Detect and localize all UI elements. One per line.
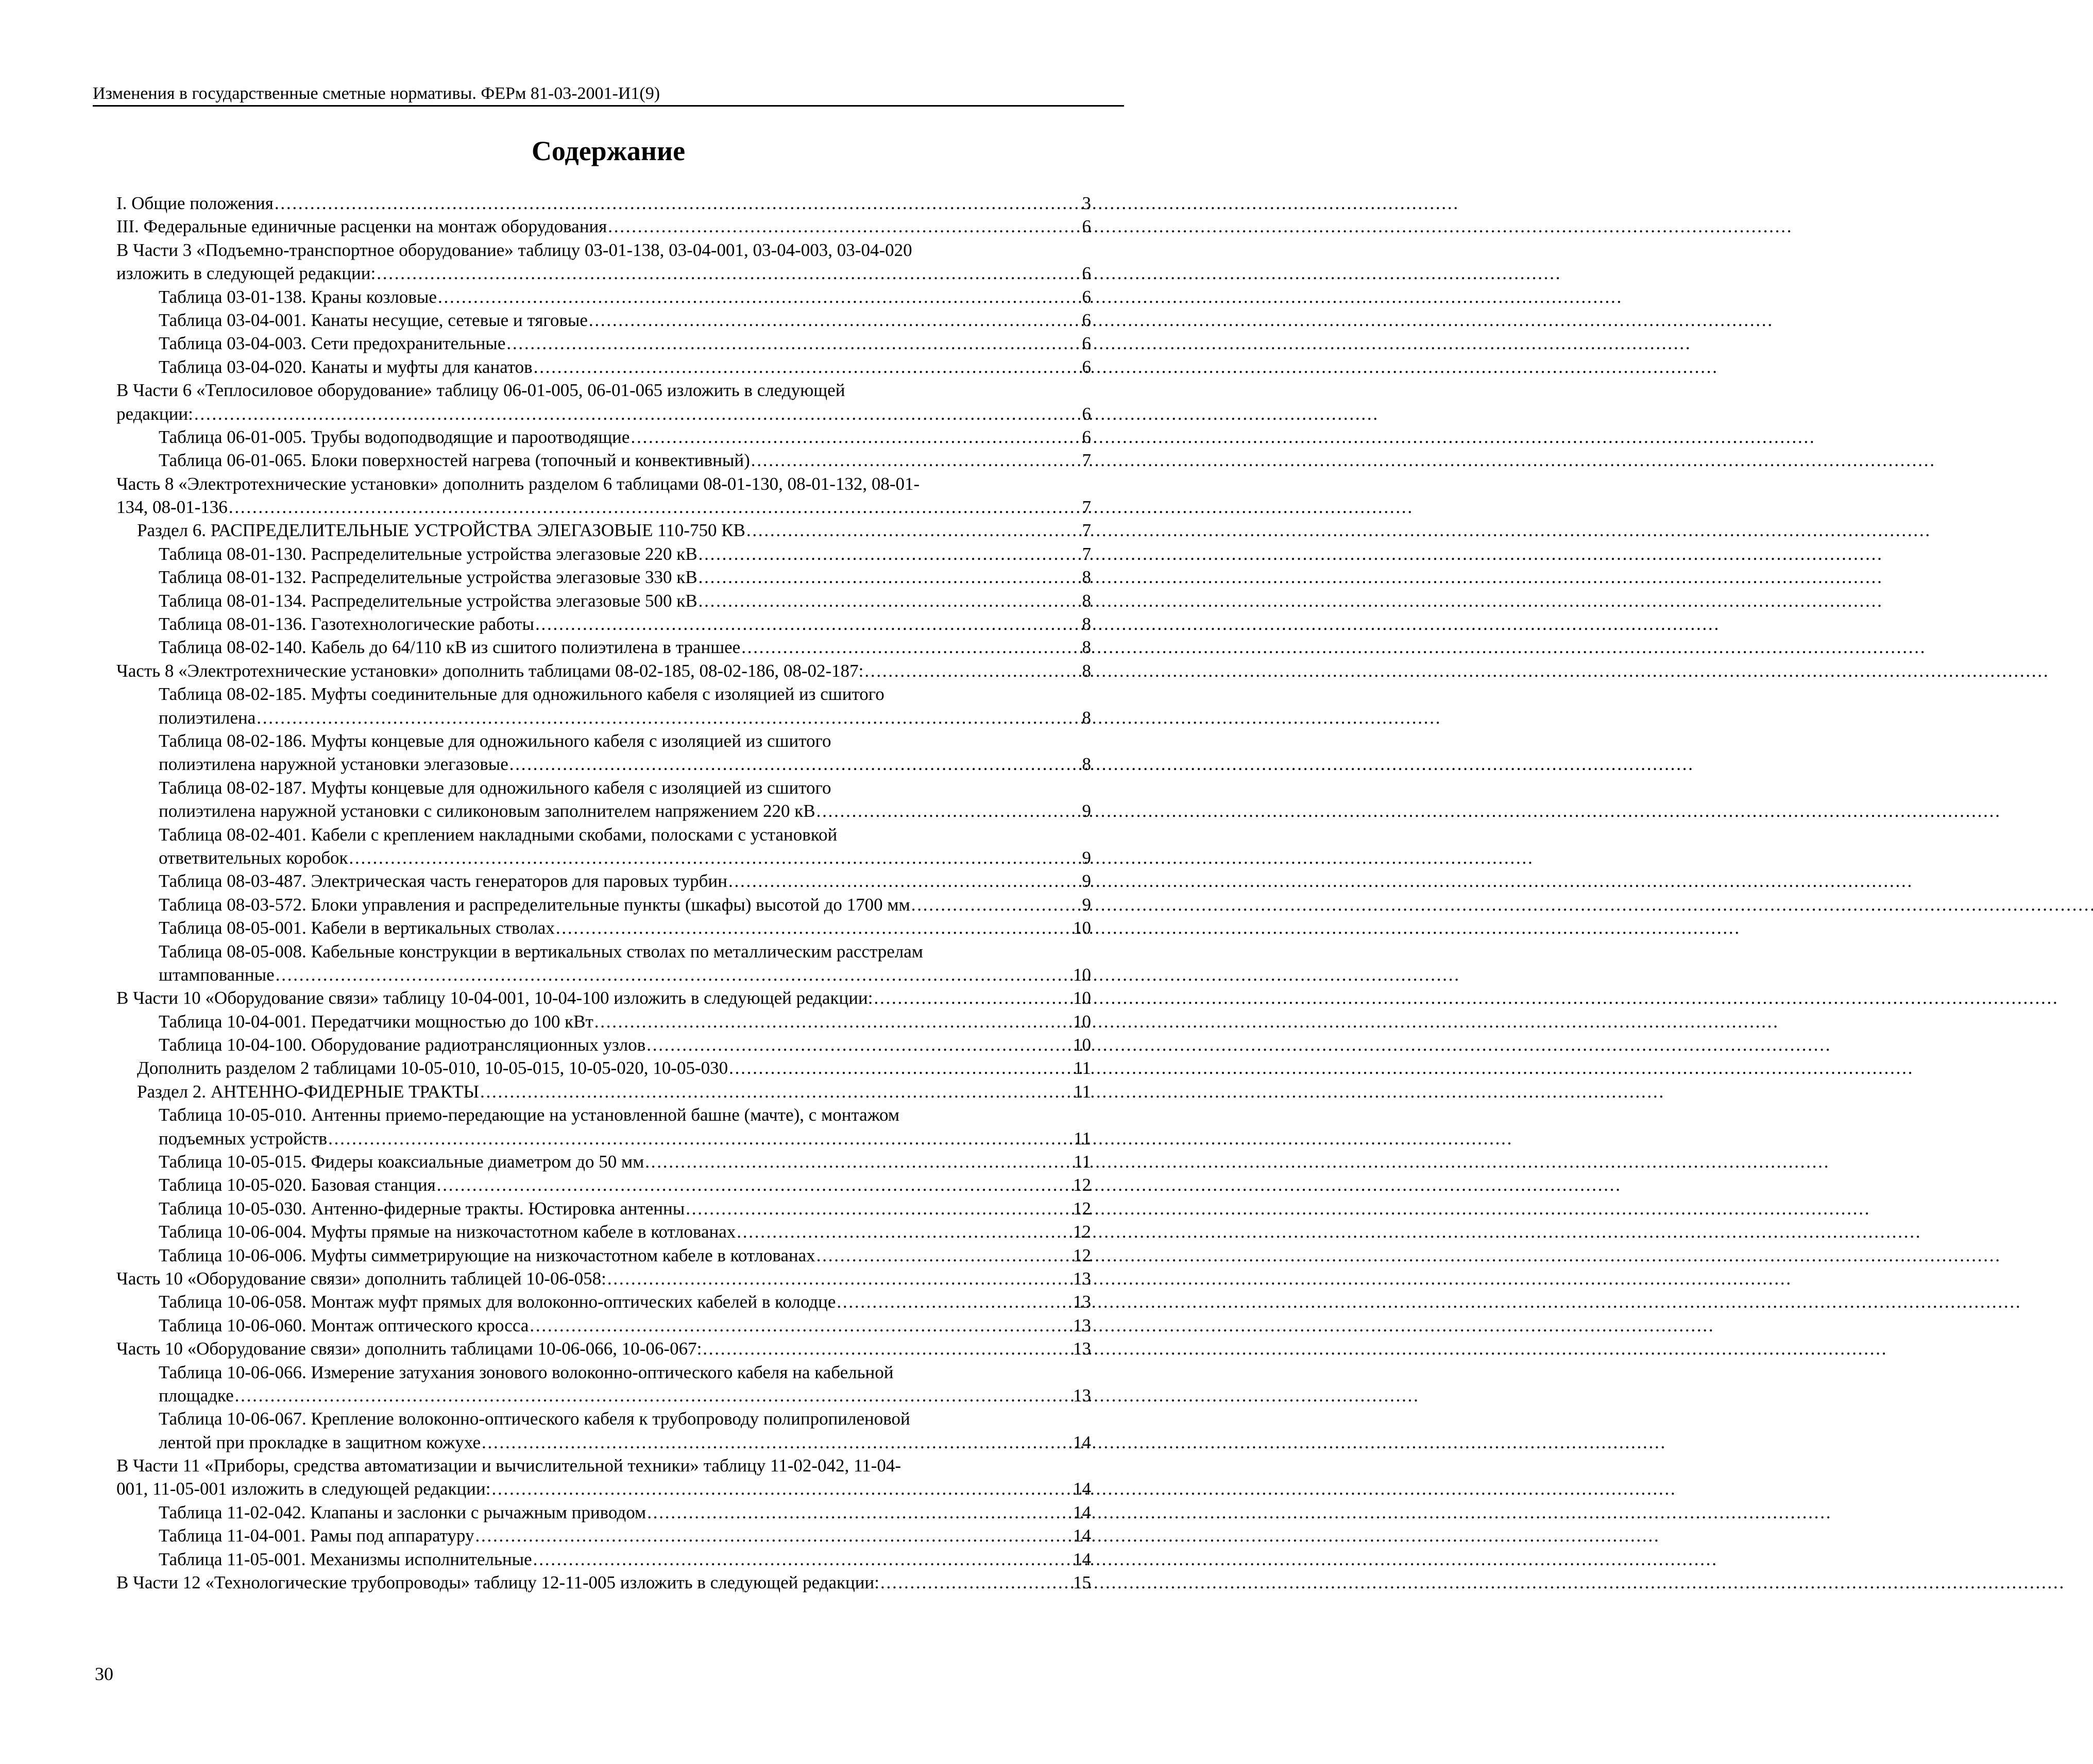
toc-page-number: 7 <box>1082 543 1091 564</box>
toc-entry[interactable] <box>116 1056 1091 1080</box>
dot-leader <box>729 1056 1069 1080</box>
toc-entry[interactable] <box>116 1290 1091 1313</box>
toc-page-number: 8 <box>1082 637 1091 658</box>
toc-entry-text-continued: площадке <box>159 1385 234 1406</box>
toc-entry[interactable] <box>116 1173 1091 1196</box>
toc-entry-text: Таблица 10-06-066. Измерение затухания зонового волоконно-оптического кабеля на кабельной <box>159 1362 894 1382</box>
toc-entry-text: I. Общие положения <box>116 193 274 213</box>
toc-page-number: 11 <box>1074 1081 1091 1102</box>
toc-entry-text: Таблица 10-06-060. Монтаж оптического кросса <box>159 1315 529 1335</box>
toc-entry[interactable] <box>116 449 1091 472</box>
toc-page-number: 3 <box>1082 193 1091 213</box>
toc-entry-text: Таблица 10-05-020. Базовая станция <box>159 1175 436 1195</box>
dot-leader <box>751 449 1069 472</box>
toc-page-number: 14 <box>1073 1549 1091 1569</box>
toc-entry-text: Часть 10 «Оборудование связи» дополнить таблицей 10-06-058: <box>116 1268 606 1289</box>
toc-page-number: 11 <box>1074 1128 1091 1149</box>
toc-entry[interactable] <box>116 472 1091 519</box>
toc-entry[interactable] <box>116 940 1091 987</box>
dot-leader <box>737 1220 1069 1243</box>
toc-entry[interactable] <box>116 542 1091 566</box>
toc-page-number: 7 <box>1082 450 1091 471</box>
toc-entry-text: В Части 12 «Технологические трубопроводы» таблицу 12-11-005 изложить в следующей редакции: <box>116 1572 879 1593</box>
dot-leader <box>276 963 1069 986</box>
toc-entry[interactable] <box>116 1361 1091 1408</box>
toc-entry-text-continued: лентой при прокладке в защитном кожухе <box>159 1432 481 1452</box>
toc-entry-text: Часть 8 «Электротехнические установки» дополнить разделом 6 таблицами 08-01-130, 08-01-132, 08-01- <box>116 473 920 494</box>
page-number: 30 <box>95 1664 113 1684</box>
toc-entry-text: Раздел 6. РАСПРЕДЕЛИТЕЛЬНЫЕ УСТРОЙСТВА ЭЛЕГАЗОВЫЕ 110-750 КВ <box>137 520 745 541</box>
toc-page-number: 8 <box>1082 660 1091 681</box>
toc-entry[interactable] <box>116 659 1091 682</box>
toc-page-number: 14 <box>1073 1479 1091 1499</box>
toc-entry-text: Таблица 03-04-003. Сети предохранительные <box>159 333 506 354</box>
toc-entry-text: Таблица 08-05-008. Кабельные конструкции в вертикальных стволах по металлическим расстрелам <box>159 941 923 962</box>
toc-entry-text: Таблица 08-02-187. Муфты концевые для одножильного кабеля с изоляцией из сшитого <box>159 777 831 798</box>
toc-entry-text: Таблица 08-02-185. Муфты соединительные для одножильного кабеля с изоляцией из сшитого <box>159 684 884 705</box>
toc-entry-text: Таблица 11-04-001. Рамы под аппаратуру <box>159 1526 474 1546</box>
dot-leader <box>438 285 1069 309</box>
toc-entry-text-continued: ответвительных коробок <box>159 847 348 868</box>
dot-leader <box>746 519 1069 542</box>
toc-entry-text: Таблица 10-06-004. Муфты прямые на низкочастотном кабеле в котлованах <box>159 1222 736 1242</box>
dot-leader <box>816 799 1069 823</box>
dot-leader <box>607 1267 1069 1290</box>
toc-page-number: 13 <box>1073 1315 1091 1335</box>
toc-page-number: 7 <box>1082 520 1091 541</box>
toc-entry[interactable] <box>116 636 1091 659</box>
toc-entry-text: В Части 10 «Оборудование связи» таблицу 10-04-001, 10-04-100 изложить в следующей редакции: <box>116 988 873 1008</box>
toc-entry[interactable] <box>116 1080 1091 1103</box>
toc-entry[interactable] <box>116 1314 1091 1337</box>
toc-entry[interactable] <box>116 823 1091 870</box>
toc-page-number: 14 <box>1073 1526 1091 1546</box>
toc-entry[interactable] <box>116 1033 1091 1056</box>
dot-leader <box>911 893 1069 916</box>
toc-entry[interactable] <box>116 309 1091 332</box>
dot-leader <box>534 355 1069 379</box>
dot-leader <box>328 1127 1069 1150</box>
dot-leader <box>608 215 1069 238</box>
toc-entry[interactable] <box>116 1337 1091 1360</box>
dot-leader <box>741 636 1069 659</box>
toc-entry-text: Часть 8 «Электротехнические установки» дополнить таблицами 08-02-185, 08-02-186, 08-02-187: <box>116 660 864 681</box>
dot-leader <box>533 1548 1069 1571</box>
dot-leader <box>194 402 1069 425</box>
toc-page-number: 12 <box>1073 1175 1091 1195</box>
toc-page-number: 9 <box>1082 801 1091 821</box>
toc-entry[interactable] <box>116 425 1091 449</box>
toc-entry-text: В Части 6 «Теплосиловое оборудование» таблицу 06-01-005, 06-01-065 изложить в следующей <box>116 380 845 401</box>
toc-page-number: 14 <box>1073 1432 1091 1452</box>
toc-entry[interactable] <box>116 1524 1091 1547</box>
dot-leader <box>703 1337 1069 1360</box>
toc-entry-text: Таблица 10-04-001. Передатчики мощностью до 100 кВт <box>159 1011 593 1032</box>
toc-page-number: 8 <box>1082 567 1091 588</box>
toc-entry-text: Таблица 08-01-132. Распределительные устройства элегазовые 330 кВ <box>159 567 697 588</box>
toc-page-number: 9 <box>1082 871 1091 892</box>
toc-entry-text: Таблица 11-02-042. Клапаны и заслонки с рычажным приводом <box>159 1502 646 1522</box>
dot-leader <box>482 1431 1069 1454</box>
toc-entry[interactable] <box>116 355 1091 379</box>
dot-leader <box>699 566 1069 589</box>
toc-entry-text: В Части 3 «Подъемно-транспортное оборудование» таблицу 03-01-138, 03-04-001, 03-04-003, 03-04-020 <box>116 239 912 260</box>
toc-entry[interactable] <box>116 1571 1091 1594</box>
toc-entry-text-continued: 001, 11-05-001 изложить в следующей редакции: <box>116 1479 491 1499</box>
toc-entry[interactable] <box>116 1150 1091 1173</box>
toc-entry-text: Таблица 11-05-001. Механизмы исполнительные <box>159 1549 532 1569</box>
dot-leader <box>480 1080 1069 1103</box>
toc-entry[interactable] <box>116 916 1091 939</box>
toc-page-number: 6 <box>1082 286 1091 307</box>
toc-entry[interactable] <box>116 986 1091 1009</box>
toc-entry-text-continued: полиэтилена наружной установки с силиконовым заполнителем напряжением 220 кВ <box>159 801 815 821</box>
toc-entry-text: Таблица 08-01-136. Газотехнологические работы <box>159 614 535 635</box>
toc-entry-text-continued: штампованные <box>159 964 275 985</box>
toc-page-number: 6 <box>1082 333 1091 354</box>
toc-page-number: 10 <box>1073 1011 1091 1032</box>
toc-page-number: 13 <box>1073 1339 1091 1359</box>
toc-page-number: 13 <box>1073 1292 1091 1312</box>
toc-entry[interactable] <box>116 612 1091 636</box>
toc-entry[interactable] <box>116 1010 1091 1033</box>
dot-leader <box>837 1290 1069 1313</box>
toc-page-number: 10 <box>1073 964 1091 985</box>
toc-page-number: 13 <box>1073 1385 1091 1406</box>
toc-page-number: 9 <box>1082 847 1091 868</box>
toc-entry[interactable] <box>116 566 1091 589</box>
toc-entry-text-continued: редакции: <box>116 403 193 424</box>
dot-leader <box>728 869 1069 893</box>
toc-page-number: 15 <box>1073 1572 1091 1593</box>
dot-leader <box>275 192 1069 215</box>
dot-leader <box>646 1033 1069 1056</box>
toc-entry-text: Дополнить разделом 2 таблицами 10-05-010, 10-05-015, 10-05-020, 10-05-030 <box>137 1058 728 1078</box>
toc-entry-text: III. Федеральные единичные расценки на монтаж оборудования <box>116 216 607 237</box>
toc-entry-text: Таблица 08-01-130. Распределительные устройства элегазовые 220 кВ <box>159 543 697 564</box>
toc-page-number: 11 <box>1074 1058 1091 1078</box>
toc-page-number: 7 <box>1082 497 1091 518</box>
dot-leader <box>556 916 1069 939</box>
toc-entry-text: Таблица 03-04-020. Канаты и муфты для канатов <box>159 356 533 377</box>
toc-page-number: 8 <box>1082 754 1091 775</box>
toc-entry[interactable] <box>116 1244 1091 1267</box>
toc-entry[interactable] <box>116 682 1091 729</box>
toc-entry[interactable] <box>116 1407 1091 1454</box>
toc-entry-text: Таблица 06-01-005. Трубы водоподводящие и пароотводящие <box>159 426 630 447</box>
toc-entry[interactable] <box>116 1267 1091 1290</box>
running-header: Изменения в государственные сметные нормативы. ФЕРм 81-03-2001-И1(9) <box>93 84 660 103</box>
toc-entry-text: Таблица 08-03-487. Электрическая часть генераторов для паровых турбин <box>159 871 727 892</box>
dot-leader <box>509 752 1069 776</box>
toc-page-number: 6 <box>1082 263 1091 284</box>
dot-leader <box>874 986 1069 1009</box>
toc-entry[interactable] <box>116 192 1091 215</box>
dot-leader <box>816 1244 1069 1267</box>
toc-entry-text-continued: изложить в следующей редакции: <box>116 263 376 284</box>
toc-page-number: 14 <box>1073 1502 1091 1522</box>
toc-entry-text: Таблица 08-02-140. Кабель до 64/110 кВ из сшитого полиэтилена в траншее <box>159 637 741 658</box>
toc-page-number: 6 <box>1082 426 1091 447</box>
dot-leader <box>594 1010 1069 1033</box>
toc-page-number: 6 <box>1082 310 1091 330</box>
dot-leader <box>864 659 1069 682</box>
toc-page-number: 6 <box>1082 356 1091 377</box>
toc-entry-text: Таблица 10-04-100. Оборудование радиотрансляционных узлов <box>159 1035 646 1055</box>
toc-page-number: 9 <box>1082 894 1091 915</box>
toc-page-number: 11 <box>1074 1152 1091 1172</box>
toc-entry[interactable] <box>116 589 1091 612</box>
toc-entry-text: Раздел 2. АНТЕННО-ФИДЕРНЫЕ ТРАКТЫ <box>137 1081 480 1102</box>
dot-leader <box>699 589 1069 612</box>
toc-entry[interactable] <box>116 215 1091 238</box>
dot-leader <box>686 1197 1069 1220</box>
toc-entry-text-continued: подъемных устройств <box>159 1128 328 1149</box>
toc-entry-text: Таблица 08-02-401. Кабели с креплением накладными скобами, полосками с установкой <box>159 824 838 845</box>
toc-entry-text-continued: 134, 08-01-136 <box>116 497 228 518</box>
toc-entry-text: Таблица 10-05-010. Антенны приемо-передающие на установленной башне (мачте), с монтажом <box>159 1105 900 1125</box>
toc-entry-text: Таблица 10-06-006. Муфты симметрирующие на низкочастотном кабеле в котлованах <box>159 1245 815 1265</box>
dot-leader <box>475 1524 1069 1547</box>
toc-page-number: 12 <box>1073 1198 1091 1219</box>
toc-entry[interactable] <box>116 519 1091 542</box>
dot-leader <box>349 846 1069 869</box>
toc-entry-text: Часть 10 «Оборудование связи» дополнить таблицами 10-06-066, 10-06-067: <box>116 1339 702 1359</box>
toc-entry[interactable] <box>116 1197 1091 1220</box>
toc-entry[interactable] <box>116 379 1091 425</box>
dot-leader <box>491 1477 1069 1500</box>
toc-page-number: 6 <box>1082 403 1091 424</box>
toc-entry-text: Таблица 08-02-186. Муфты концевые для одножильного кабеля с изоляцией из сшитого <box>159 730 831 751</box>
page-title: Содержание <box>531 135 686 166</box>
toc-entry[interactable] <box>116 1501 1091 1524</box>
toc-entry[interactable] <box>116 1454 1091 1501</box>
dot-leader <box>589 309 1069 332</box>
toc-entry[interactable] <box>116 869 1091 893</box>
toc-page-number: 12 <box>1073 1222 1091 1242</box>
toc-entry[interactable] <box>116 332 1091 355</box>
toc-entry-text: Таблица 10-05-030. Антенно-фидерные тракты. Юстировка антенны <box>159 1198 685 1219</box>
dot-leader <box>257 706 1069 729</box>
toc-entry-text: Таблица 10-05-015. Фидеры коаксиальные диаметром до 50 мм <box>159 1152 644 1172</box>
toc-page-number: 10 <box>1073 918 1091 938</box>
dot-leader <box>699 542 1069 566</box>
toc-entry[interactable] <box>116 238 1091 285</box>
dot-leader <box>647 1501 1069 1524</box>
toc-entry[interactable] <box>116 893 1091 916</box>
toc-page-number: 8 <box>1082 707 1091 728</box>
toc-entry-text: Таблица 06-01-065. Блоки поверхностей нагрева (топочный и конвективный) <box>159 450 750 471</box>
toc-entry-text-continued: полиэтилена <box>159 707 256 728</box>
toc-page-number: 6 <box>1082 216 1091 237</box>
toc-entry-text: Таблица 03-01-138. Краны козловые <box>159 286 437 307</box>
toc-entry-text: Таблица 03-04-001. Канаты несущие, сетевые и тяговые <box>159 310 588 330</box>
toc-entry-text: Таблица 08-05-001. Кабели в вертикальных стволах <box>159 918 555 938</box>
toc-entry[interactable] <box>116 1103 1091 1150</box>
dot-leader <box>506 332 1069 355</box>
toc-entry-text: Таблица 10-06-067. Крепление волоконно-оптического кабеля к трубопроводу полипропиленовой <box>159 1409 910 1429</box>
toc-entry-text: Таблица 08-01-134. Распределительные устройства элегазовые 500 кВ <box>159 590 697 611</box>
dot-leader <box>437 1173 1069 1196</box>
toc-page-number: 13 <box>1073 1268 1091 1289</box>
toc-page-number: 12 <box>1073 1245 1091 1265</box>
toc-page-number: 8 <box>1082 590 1091 611</box>
toc-entry-text: Таблица 08-03-572. Блоки управления и распределительные пункты (шкафы) высотой до 1700 мм <box>159 894 910 915</box>
toc-page-number: 10 <box>1073 1035 1091 1055</box>
toc-entry-text: В Части 11 «Приборы, средства автоматизации и вычислительной техники» таблицу 11-02-042, 11-04- <box>116 1455 901 1476</box>
toc-page-number: 8 <box>1082 614 1091 635</box>
table-of-contents <box>116 192 1091 1594</box>
dot-leader <box>235 1384 1069 1407</box>
dot-leader <box>377 262 1069 285</box>
header-rule <box>93 105 1124 107</box>
dot-leader <box>631 425 1069 449</box>
dot-leader <box>645 1150 1069 1173</box>
toc-entry[interactable] <box>116 1548 1091 1571</box>
toc-entry-text: Таблица 10-06-058. Монтаж муфт прямых для волоконно-оптических кабелей в колодце <box>159 1292 836 1312</box>
toc-entry[interactable] <box>116 729 1091 776</box>
toc-entry[interactable] <box>116 776 1091 823</box>
toc-entry[interactable] <box>116 285 1091 309</box>
dot-leader <box>535 612 1069 636</box>
dot-leader <box>229 495 1069 519</box>
toc-page-number: 10 <box>1073 988 1091 1008</box>
toc-entry[interactable] <box>116 1220 1091 1243</box>
toc-entry-text-continued: полиэтилена наружной установки элегазовые <box>159 754 508 775</box>
dot-leader <box>880 1571 1069 1594</box>
dot-leader <box>530 1314 1069 1337</box>
